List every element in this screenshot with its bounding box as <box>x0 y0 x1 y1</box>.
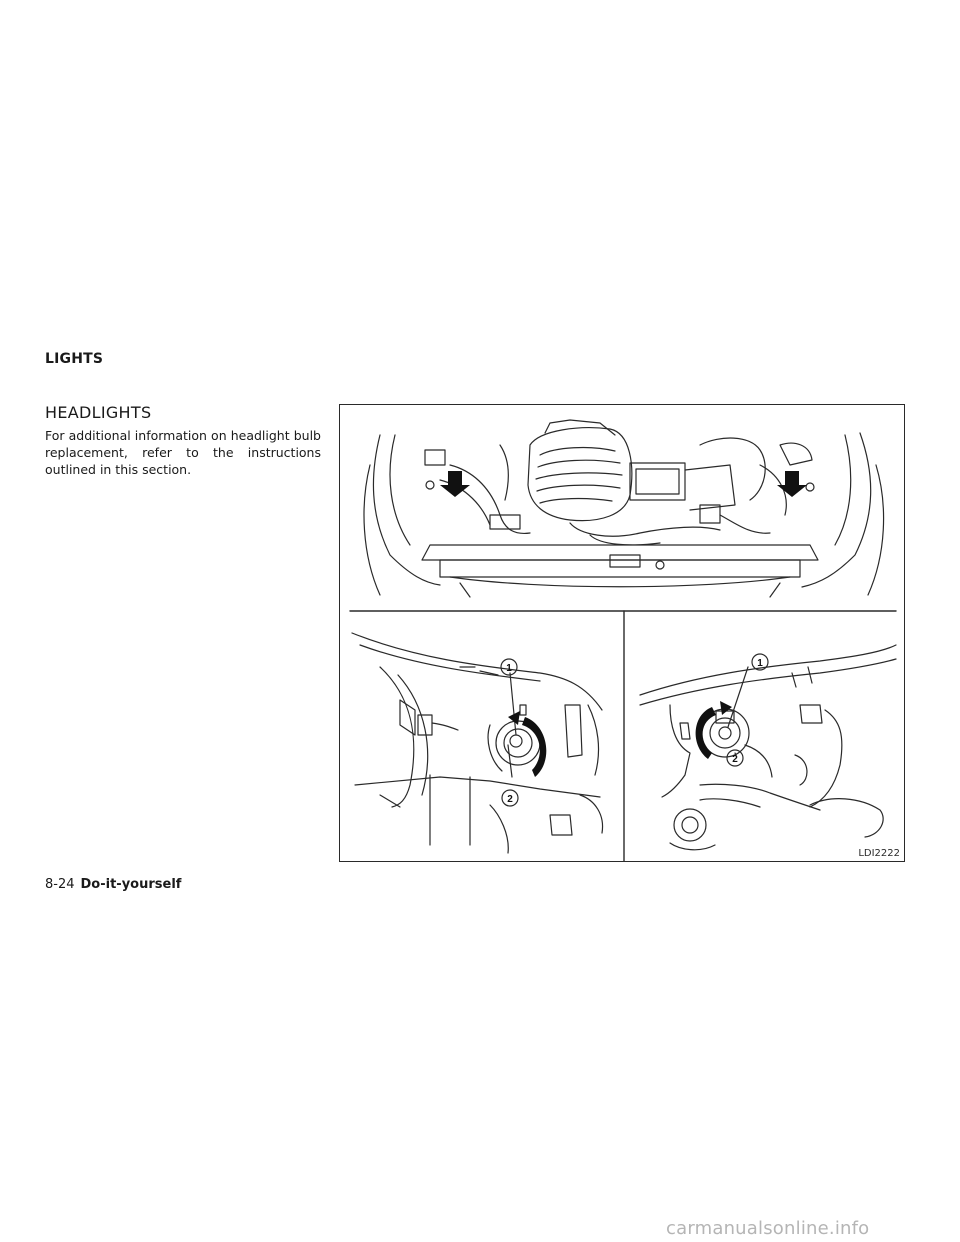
callout-2-left: 2 <box>507 794 513 805</box>
page-number: 8-24 <box>45 877 75 892</box>
engine-bay-view <box>364 420 884 597</box>
rotate-arrow-icon <box>508 711 546 777</box>
headlight-illustration <box>340 405 905 862</box>
headlight-figure <box>339 404 905 862</box>
headlight-right-view <box>640 645 896 850</box>
headlight-left-view <box>352 633 603 853</box>
figure-code: LDI2222 <box>858 848 900 859</box>
footer-section-title: Do-it-yourself <box>80 877 182 892</box>
subsection-title: HEADLIGHTS <box>45 403 152 422</box>
rotate-arrow-icon-right <box>696 701 732 759</box>
down-arrow-icon-right <box>777 471 807 497</box>
watermark: carmanualsonline.info <box>666 1218 870 1239</box>
section-header: LIGHTS <box>45 351 104 367</box>
body-paragraph: For additional information on headlight bulb replacement, refer to the instructions outlined in this section. <box>45 428 321 477</box>
page-footer <box>45 877 181 892</box>
callout-1-left: 1 <box>506 663 512 674</box>
callout-2-right: 2 <box>732 754 738 765</box>
callout-1-right: 1 <box>757 658 763 669</box>
